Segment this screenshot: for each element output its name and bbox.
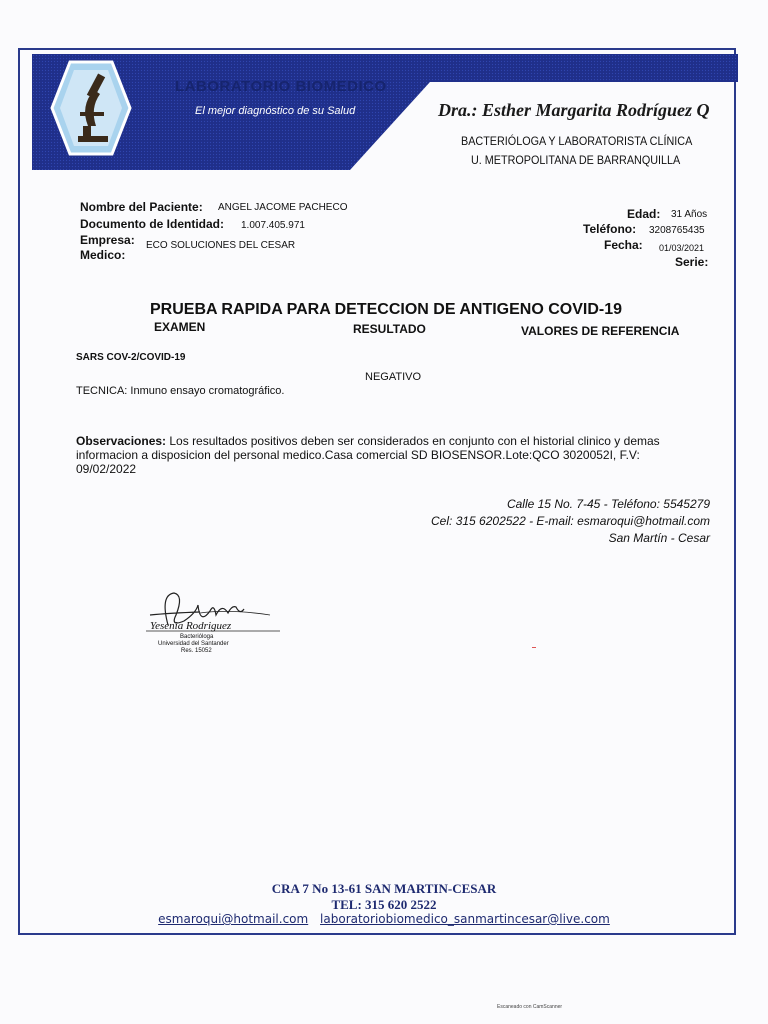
signature-registration: Res. 15052: [181, 648, 212, 654]
column-reference: VALORES DE REFERENCIA: [521, 324, 680, 338]
doctor-name: Dra.: Esther Margarita Rodríguez Q: [438, 100, 710, 120]
signature-university: Universidad del Santander: [158, 641, 229, 647]
microscope-icon: [50, 60, 132, 156]
phone-label: Teléfono:: [583, 222, 637, 236]
exam-name: SARS COV-2/COVID-19: [76, 352, 186, 363]
series-label: Serie:: [675, 255, 709, 269]
contact-city: San Martín - Cesar: [608, 531, 710, 545]
observations-label: Observaciones:: [76, 434, 167, 448]
patient-id-value: 1.007.405.971: [241, 220, 305, 231]
test-title: PRUEBA RAPIDA PARA DETECCION DE ANTIGENO COVID-19: [150, 301, 623, 318]
footer-email-hotmail[interactable]: esmaroqui@hotmail.com: [158, 912, 309, 926]
date-value: 01/03/2021: [659, 243, 705, 253]
column-exam: EXAMEN: [154, 320, 206, 334]
patient-name-label: Nombre del Paciente:: [80, 200, 203, 214]
age-value: 31 Años: [671, 209, 708, 220]
lab-slogan: El mejor diagnóstico de su Salud: [195, 105, 356, 117]
footer-phone: TEL: 315 620 2522: [331, 897, 437, 912]
test-result: NEGATIVO: [365, 371, 422, 383]
signature-name: Yesenia Rodriguez: [150, 620, 232, 632]
contact-address: Calle 15 No. 7-45 - Teléfono: 5545279: [506, 497, 710, 511]
scanner-watermark: Escaneado con CamScanner: [497, 1004, 563, 1010]
date-label: Fecha:: [604, 238, 643, 252]
age-label: Edad:: [627, 207, 661, 221]
contact-cel-email: Cel: 315 6202522 - E-mail: esmaroqui@hotmail.com: [431, 514, 710, 528]
lab-name: LABORATORIO BIOMEDICO: [175, 78, 387, 95]
phone-value: 3208765435: [649, 225, 705, 236]
test-technique: TECNICA: Inmuno ensayo cromatográfico.: [76, 385, 285, 397]
company-label: Empresa:: [80, 233, 135, 247]
doctor-label: Medico:: [80, 248, 126, 262]
footer-emails: [0, 912, 768, 926]
document-frame: [18, 48, 736, 935]
patient-name-value: ANGEL JACOME PACHECO: [218, 202, 348, 213]
footer-address: CRA 7 No 13-61 SAN MARTIN-CESAR: [271, 881, 497, 896]
column-result: RESULTADO: [353, 322, 426, 336]
doctor-university: U. METROPOLITANA DE BARRANQUILLA: [471, 153, 681, 167]
footer-email-live[interactable]: laboratoriobiomedico_sanmartincesar@live.com: [320, 912, 610, 926]
observations-text: Los resultados positivos deben ser considerados en conjunto con el historial clinico y demas informacion a disposicion del personal medico.Casa comercial SD BIOSENSOR.Lote:QCO 3020052I, F.V: 09/02/2022: [76, 434, 660, 476]
patient-id-label: Documento de Identidad:: [80, 217, 224, 231]
ink-mark: [532, 647, 536, 648]
company-value: ECO SOLUCIONES DEL CESAR: [146, 240, 296, 251]
observations: [76, 434, 696, 476]
doctor-title: BACTERIÓLOGA Y LABORATORISTA CLÍNICA: [461, 134, 693, 148]
signature-role: Bacterióloga: [180, 634, 214, 640]
